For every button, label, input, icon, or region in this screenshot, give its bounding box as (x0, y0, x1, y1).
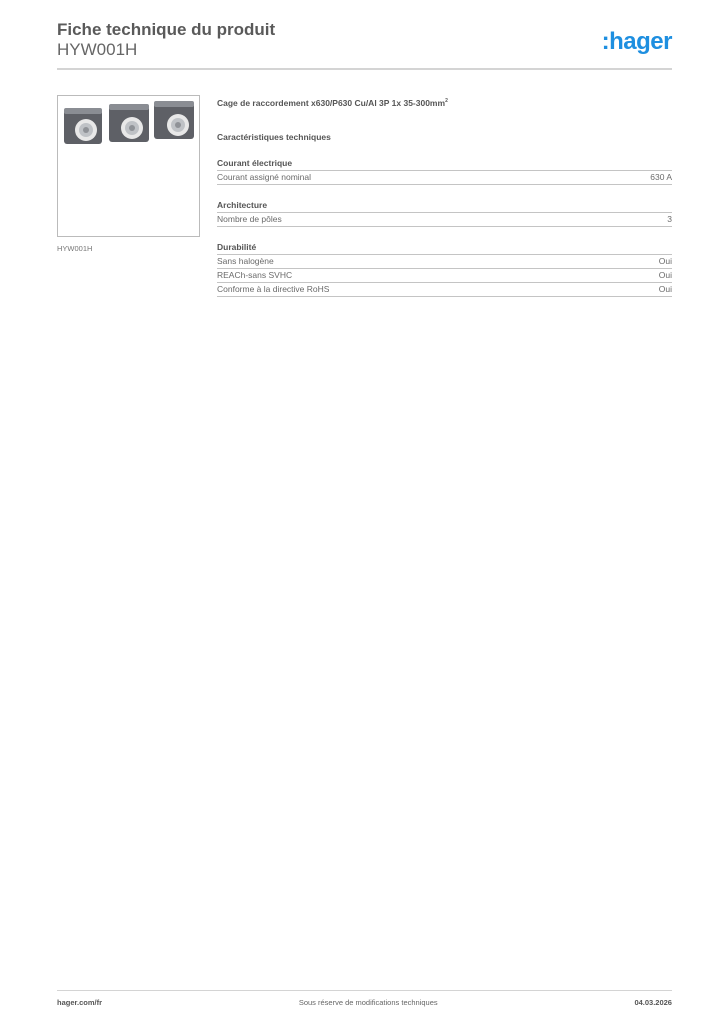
specs-section-title: Caractéristiques techniques (217, 131, 331, 142)
spec-value: 630 A (650, 171, 672, 182)
spec-label: REACh-sans SVHC (217, 269, 293, 280)
product-code: HYW001H (57, 40, 138, 59)
spec-row (217, 269, 672, 283)
header-divider (57, 68, 672, 70)
image-caption: HYW001H (57, 244, 93, 253)
document-title: Fiche technique du produit (57, 20, 276, 39)
spec-row (217, 213, 672, 227)
product-details (217, 96, 672, 297)
spec-value: Oui (658, 269, 672, 280)
spec-label: Sans halogène (217, 255, 274, 266)
product-name-superscript: 2 (445, 98, 448, 104)
footer-divider (57, 990, 672, 991)
hager-logo: :hager (601, 28, 672, 55)
spec-label: Conforme à la directive RoHS (217, 283, 330, 294)
spec-group-title: Architecture (217, 200, 672, 213)
spec-row (217, 255, 672, 269)
spec-value: Oui (658, 283, 672, 294)
spec-group-architecture (217, 200, 672, 227)
footer-date: 04.03.2026 (634, 998, 672, 1007)
footer-website: hager.com/fr (57, 998, 103, 1007)
spec-row (217, 171, 672, 185)
spec-group-durability (217, 242, 672, 297)
spec-value: Oui (658, 255, 672, 266)
product-image-frame (57, 95, 200, 237)
spec-label: Courant assigné nominal (217, 171, 312, 182)
product-name (217, 96, 672, 109)
spec-group-title: Durabilité (217, 242, 672, 255)
spec-value: 3 (667, 213, 672, 224)
product-name-text: Cage de raccordement x630/P630 Cu/Al 3P 1x 35-300mm (217, 97, 446, 108)
spec-row (217, 283, 672, 297)
document-footer (57, 998, 672, 1007)
spec-label: Nombre de pôles (217, 213, 282, 224)
spec-group-title: Courant électrique (217, 158, 672, 171)
footer-disclaimer: Sous réserve de modifications techniques (298, 998, 438, 1007)
spec-group-electrical (217, 158, 672, 185)
document-header (57, 20, 672, 60)
product-image (62, 100, 196, 156)
